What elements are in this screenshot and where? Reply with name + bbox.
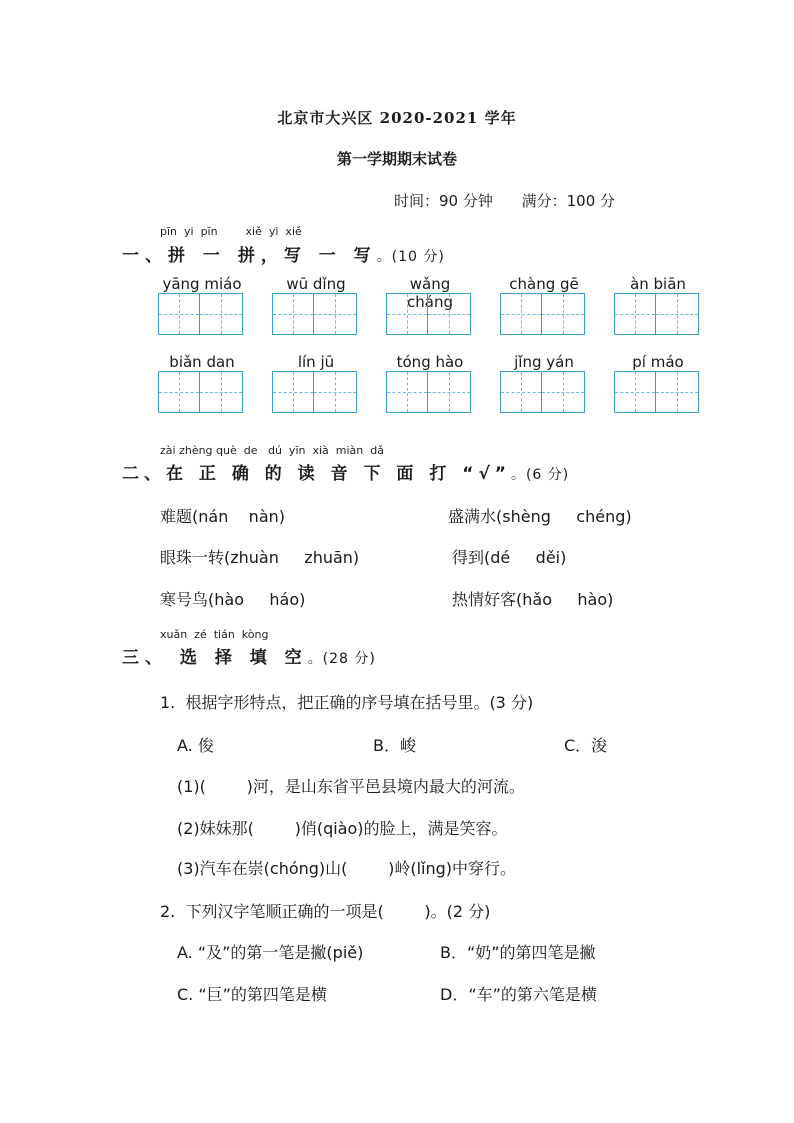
question-1-option-a[interactable]: A. 俊 [177,736,214,755]
question-1-option-b[interactable]: B．峻 [373,736,416,755]
section3-title: 三、 选 择 填 空 [122,648,308,668]
writing-pinyin: jǐng yán [514,353,574,371]
reading-item[interactable]: 热情好客(hǎo hào) [452,590,614,609]
writing-cell[interactable] [656,293,699,335]
writing-pinyin: wū dǐng [286,275,346,293]
writing-pinyin: chàng gē [509,275,579,293]
writing-cell[interactable] [656,371,699,413]
writing-cell[interactable] [314,293,357,335]
section2-pinyin: zài zhèng què de dú yīn xià miàn dǎ [160,444,384,457]
writing-cell[interactable] [614,371,656,413]
writing-cell[interactable] [386,371,428,413]
question-1-stem: 1. 根据字形特点，把正确的序号填在括号里。(3 分) [160,693,534,712]
section2-score: 。(6 分) [510,467,570,483]
section2-heading [122,459,569,484]
writing-pinyin: pí máo [632,353,684,371]
writing-cell[interactable] [200,371,243,413]
writing-cell[interactable] [614,293,656,335]
writing-cell[interactable] [272,371,314,413]
writing-cell[interactable] [200,293,243,335]
exam-meta [394,190,639,211]
section1-title: 一、拼 一 拼，写 一 写 [122,246,377,266]
section1-score: 。(10 分) [376,249,445,265]
reading-item[interactable]: 眼珠一转(zhuàn zhuān) [160,548,360,567]
section3-heading [122,643,376,668]
reading-item[interactable]: 得到(dé děi) [452,548,567,567]
writing-cell[interactable] [542,293,585,335]
writing-pinyin: lín jū [297,353,335,371]
reading-item[interactable]: 寒号鸟(hào háo) [160,590,306,609]
writing-pinyin: tóng hào [396,353,464,371]
section1-pinyin: pīn yi pīn xiě yi xiě [160,225,302,238]
writing-pinyin: àn biān [630,275,686,293]
question-1-line[interactable]: (1)( )河，是山东省平邑县境内最大的河流。 [177,777,525,796]
exam-full-score: 满分：100 分 [521,192,616,210]
writing-pinyin: wǎng cháng [407,275,453,311]
writing-cell[interactable] [542,371,585,413]
question-2-option-b[interactable]: B．“奶”的第四笔是撇 [440,943,596,962]
writing-pinyin: biǎn dan [169,353,235,371]
question-1-option-c[interactable]: C．浚 [564,736,608,755]
section2-title: 二、在 正 确 的 读 音 下 面 打 “√” [122,464,511,484]
writing-cell[interactable] [500,293,542,335]
writing-cell[interactable] [500,371,542,413]
exam-title: 北京市大兴区 2020-2021 学年 [277,109,517,127]
section3-pinyin: xuǎn zé tián kòng [160,628,269,641]
reading-item[interactable]: 难题(nán nàn) [160,507,286,526]
section1-heading [122,241,445,266]
writing-cell[interactable] [272,293,314,335]
writing-cell[interactable] [314,371,357,413]
reading-item[interactable]: 盛满水(shèng chéng) [448,507,632,526]
question-1-line[interactable]: (2)妹妹那( )俏(qiào)的脸上，满是笑容。 [177,819,508,838]
question-2-option-a[interactable]: A. “及”的第一笔是撇(piě) [177,943,364,962]
writing-cell[interactable] [428,371,471,413]
exam-time: 时间：90 分钟 [394,192,493,210]
question-1-line[interactable]: (3)汽车在崇(chóng)山( )岭(lǐng)中穿行。 [177,859,517,878]
section3-score: 。(28 分) [307,651,376,667]
writing-cell[interactable] [158,371,200,413]
writing-cell[interactable] [158,293,200,335]
question-2-stem: 2. 下列汉字笔顺正确的一项是( )。(2 分) [160,902,491,921]
exam-subtitle: 第一学期期末试卷 [336,150,457,168]
question-2-option-c[interactable]: C. “巨”的第四笔是横 [177,985,327,1004]
writing-pinyin: yāng miáo [162,275,242,293]
question-2-option-d[interactable]: D．“车”的第六笔是横 [440,985,597,1004]
writing-cell[interactable] [428,293,471,335]
writing-cell[interactable] [386,293,428,335]
